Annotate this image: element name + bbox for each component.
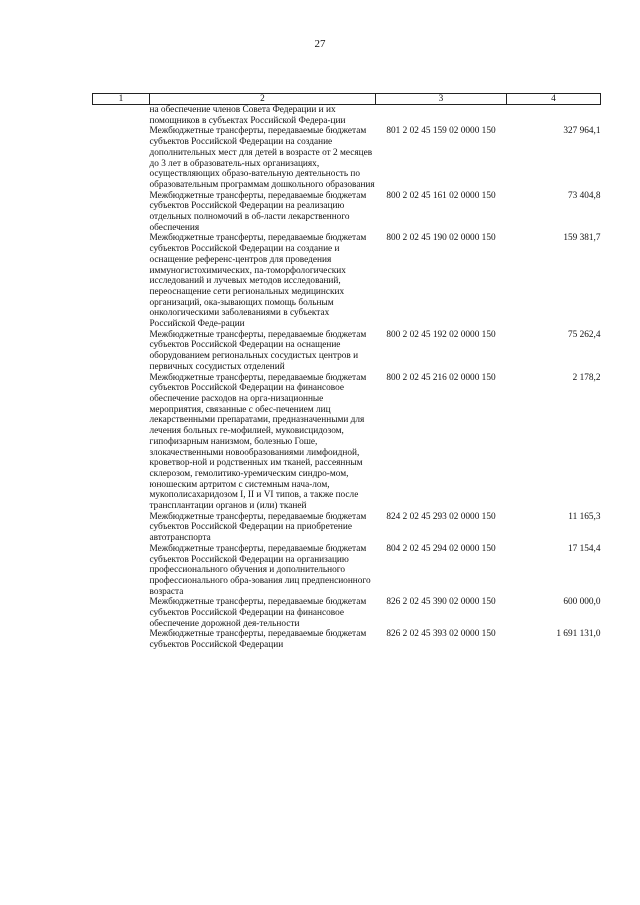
table-row <box>93 105 601 127</box>
row-spacer <box>93 233 150 329</box>
row-spacer <box>93 126 150 190</box>
row-spacer <box>93 544 150 598</box>
row-amount: 73 404,8 <box>567 190 601 201</box>
row-description: Межбюджетные трансферты, передаваемые бюджетам субъектов Российской Федерации на организацию профессионального обучения и дополнительного профессионального обра-зования лиц предпенсионного возраста <box>149 543 371 597</box>
table-body <box>93 105 601 651</box>
row-description: Межбюджетные трансферты, передаваемые бюджетам субъектов Российской Федерации на создание дополнительных мест для детей в возрасте от 2 месяцев до 3 лет в образователь-ных организациях, осуществляющих образо-вательную деятельность по образовательным программам дошкольного образования <box>149 126 375 190</box>
row-amount: 327 964,1 <box>563 126 601 137</box>
row-description: на обеспечение членов Совета Федерации и их помощников в субъектах Российской Федера-ции <box>149 105 346 126</box>
row-spacer <box>93 597 150 629</box>
table-row <box>93 191 601 234</box>
row-description: Межбюджетные трансферты, передаваемые бюджетам субъектов Российской Федерации на создание и оснащение референс-центров для проведения иммуногистохимических, па-томорфологических исследований и лучевых методов исследований, переоснащение сети региональных медицинских организаций, ока-зывающих помощь больным онкологическими заболеваниями в субъектах Российской Феде-рации <box>149 233 367 330</box>
row-amount: 11 165,3 <box>568 511 601 522</box>
row-code: 804 2 02 45 294 02 0000 150 <box>386 543 496 554</box>
row-code: 801 2 02 45 159 02 0000 150 <box>386 126 496 137</box>
table-row <box>93 373 601 512</box>
row-amount: 1 691 131,0 <box>556 629 601 640</box>
row-code: 800 2 02 45 161 02 0000 150 <box>386 190 496 201</box>
table-row <box>93 330 601 373</box>
row-amount: 75 262,4 <box>567 329 601 340</box>
table-row <box>93 512 601 544</box>
table-header <box>93 94 601 105</box>
column-header-1: 1 <box>93 94 150 105</box>
row-code: 826 2 02 45 393 02 0000 150 <box>386 629 496 640</box>
row-spacer <box>93 105 150 127</box>
row-spacer <box>93 373 150 512</box>
row-amount: 159 381,7 <box>563 233 601 244</box>
row-code: 800 2 02 45 216 02 0000 150 <box>386 372 496 383</box>
row-amount: 600 000,0 <box>563 597 601 608</box>
row-description: Межбюджетные трансферты, передаваемые бюджетам субъектов Российской Федерации на финансовое обеспечение дорожной дея-тельности <box>149 597 367 629</box>
row-amount <box>507 105 601 127</box>
row-code: 826 2 02 45 390 02 0000 150 <box>386 597 496 608</box>
row-spacer <box>93 330 150 373</box>
table-row <box>93 544 601 598</box>
header-row <box>93 94 601 105</box>
column-header-2: 2 <box>150 94 376 105</box>
row-description: Межбюджетные трансферты, передаваемые бюджетам субъектов Российской Федерации <box>149 629 367 651</box>
row-amount: 2 178,2 <box>572 372 601 383</box>
row-spacer <box>93 191 150 234</box>
row-spacer <box>93 629 150 650</box>
row-code: 824 2 02 45 293 02 0000 150 <box>386 511 496 522</box>
row-spacer <box>93 512 150 544</box>
row-code <box>376 105 507 127</box>
row-description: Межбюджетные трансферты, передаваемые бюджетам субъектов Российской Федерации на оснащение оборудованием региональных сосудистых центров и первичных сосудистых отделений <box>149 329 367 372</box>
row-amount: 17 154,4 <box>567 543 601 554</box>
row-description: Межбюджетные трансферты, передаваемые бюджетам субъектов Российской Федерации на финансовое обеспечение расходов на орга-низационные мероприятия, связанные с обес-печением лиц лекарственными препаратами, предназначенными для лечения больных ге-мофилией, муковисцидозом, гипофизарным нанизмом, болезнью Гоше, злокачественными новообразованиями лимфоидной, кроветвор-ной и родственных им тканей, рассеянным склерозом, гемолитико-уремическим синдро-мом, юношеским артритом с системным нача-лом, мукополисахаридозом I, II и VI типов, а также после трансплантации органов и (или) тканей <box>149 372 367 512</box>
table-row <box>93 126 601 190</box>
column-header-3: 3 <box>376 94 507 105</box>
table-row <box>93 597 601 629</box>
row-description: Межбюджетные трансферты, передаваемые бюджетам субъектов Российской Федерации на приобретение автотранспорта <box>149 511 367 544</box>
row-description: Межбюджетные трансферты, передаваемые бюджетам субъектов Российской Федерации на реализацию отдельных полномочий в об-ласти лекарственного обеспечения <box>149 190 367 233</box>
row-code: 800 2 02 45 192 02 0000 150 <box>386 329 496 340</box>
table-row <box>93 629 601 650</box>
table-row <box>93 233 601 329</box>
row-code: 800 2 02 45 190 02 0000 150 <box>386 233 496 244</box>
budget-table <box>92 93 601 651</box>
page-number: 27 <box>314 38 326 50</box>
column-header-4: 4 <box>507 94 601 105</box>
